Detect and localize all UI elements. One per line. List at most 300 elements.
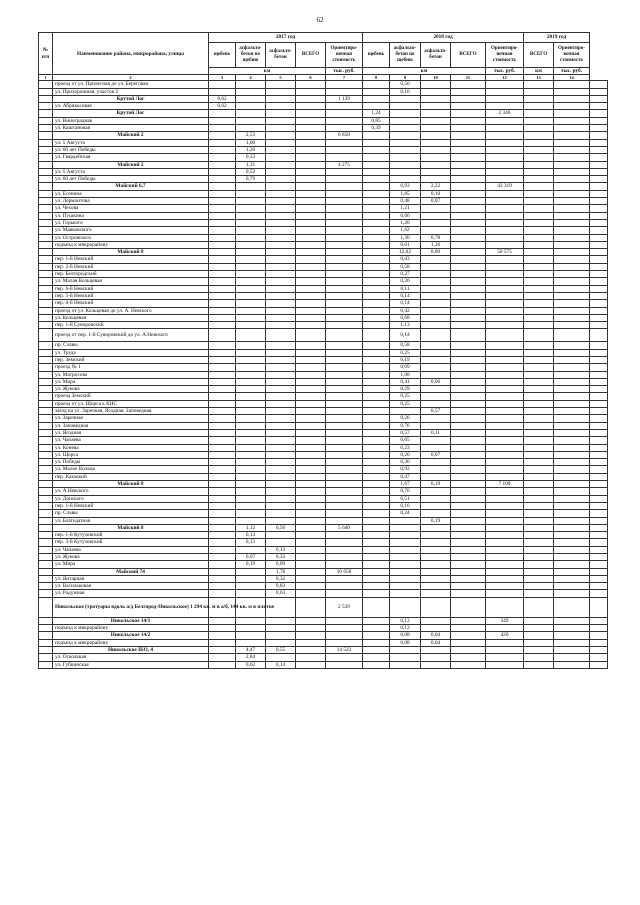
value-cell: 0,13 [266,546,296,553]
value-cell [554,364,590,371]
value-cell [524,371,554,378]
street-name: пр. Славы [53,510,209,517]
value-cell [451,132,486,139]
value-cell [486,561,524,568]
value-cell [486,292,524,299]
value-cell [266,95,296,102]
table-row [39,451,608,458]
value-cell [486,400,524,407]
row-number [39,81,53,88]
value-cell [421,502,451,509]
value-cell [363,524,390,531]
value-cell [236,466,266,473]
value-cell [363,249,390,256]
value-cell [486,378,524,385]
value-cell [363,349,390,356]
value-cell [296,263,326,270]
value-cell: 0,57 [421,408,451,415]
col-header-num: № п/п [39,33,53,75]
value-cell [524,271,554,278]
row-number [39,422,53,429]
value-cell [451,400,486,407]
value-cell [209,437,236,444]
street-name: пер. 4-й Невский [53,300,209,307]
value-cell [209,161,236,168]
value-cell [554,459,590,466]
value-cell [524,227,554,234]
value-cell [524,183,554,190]
value-cell [590,617,608,624]
value-cell [326,342,363,349]
value-cell [266,625,296,632]
value-cell [209,110,236,117]
row-number [39,583,53,590]
value-cell [326,364,363,371]
value-cell [266,227,296,234]
row-number [39,546,53,553]
value-cell [326,502,363,509]
value-cell [524,639,554,646]
value-cell [554,342,590,349]
value-cell [236,190,266,197]
value-cell [554,466,590,473]
row-number [39,329,53,342]
value-cell [590,378,608,385]
value-cell [590,263,608,270]
table-row [39,408,608,415]
value-cell [209,639,236,646]
row-number [39,117,53,124]
value-cell [554,568,590,575]
value-cell [236,300,266,307]
value-cell [236,639,266,646]
value-cell [363,495,390,502]
value-cell [451,190,486,197]
value-cell [209,617,236,624]
value-cell [590,322,608,329]
value-cell [209,444,236,451]
value-cell [296,212,326,219]
value-cell [266,168,296,175]
row-number [39,597,53,617]
value-cell [326,532,363,539]
value-cell: 0,13 [236,539,266,546]
value-cell [236,342,266,349]
value-cell [363,617,390,624]
value-cell: 6 858 [326,132,363,139]
value-cell [590,125,608,132]
column-number: 14 [554,75,590,81]
value-cell [451,415,486,422]
value-cell [326,378,363,385]
value-cell [236,271,266,278]
value-cell [486,322,524,329]
value-cell [266,139,296,146]
value-cell [236,481,266,488]
value-cell: 1,21 [390,205,421,212]
table-row [39,234,608,241]
value-cell: 0,62 [209,95,236,102]
value-cell [451,103,486,110]
value-cell [390,176,421,183]
value-cell [451,408,486,415]
value-cell [451,183,486,190]
value-cell [209,408,236,415]
value-cell [486,539,524,546]
value-cell [451,342,486,349]
value-cell [326,146,363,153]
value-cell [486,654,524,661]
value-cell [421,546,451,553]
value-cell: 0,51 [390,495,421,502]
value-cell [451,488,486,495]
value-cell: 0,19 [421,481,451,488]
value-cell [451,249,486,256]
value-cell [554,554,590,561]
value-cell [296,597,326,617]
value-cell [326,322,363,329]
street-name: ул. Малое Кольцо [53,466,209,473]
value-cell [421,300,451,307]
value-cell [590,459,608,466]
section-name: Майский 8 [53,481,209,488]
value-cell [486,212,524,219]
value-cell [451,386,486,393]
value-cell [554,285,590,292]
table-row [39,437,608,444]
value-cell [554,117,590,124]
value-cell [524,444,554,451]
value-cell [296,176,326,183]
table-row [39,473,608,480]
column-number: 9 [390,75,421,81]
value-cell [296,393,326,400]
value-cell [486,205,524,212]
section-row [39,481,608,488]
table-row [39,466,608,473]
value-cell: 0,29 [390,386,421,393]
row-number [39,444,53,451]
value-cell [451,234,486,241]
value-cell [363,554,390,561]
value-cell [554,546,590,553]
street-name: ул. Щорса [53,451,209,458]
value-cell: 1,24 [363,110,390,117]
value-cell: 2 539 [326,597,363,617]
row-number [39,285,53,292]
value-cell [590,415,608,422]
value-cell [266,81,296,88]
value-cell [296,415,326,422]
value-cell [524,329,554,342]
value-cell [451,517,486,524]
value-cell [326,408,363,415]
value-cell [390,583,421,590]
value-cell [421,256,451,263]
row-number [39,524,53,531]
value-cell [421,510,451,517]
value-cell [524,554,554,561]
value-cell [486,219,524,226]
row-number [39,386,53,393]
value-cell [451,539,486,546]
value-cell [486,554,524,561]
value-cell [209,256,236,263]
value-cell [421,329,451,342]
value-cell [486,234,524,241]
value-cell [590,249,608,256]
row-number [39,198,53,205]
value-cell: 1,62 [390,227,421,234]
value-cell [266,256,296,263]
value-cell [236,81,266,88]
value-cell [266,342,296,349]
table-row [39,495,608,502]
column-number: 1 [39,75,53,81]
value-cell: 0,32 [266,575,296,582]
street-name: проезд от ул. Щорса к КНС [53,400,209,407]
value-cell [326,488,363,495]
value-cell [266,146,296,153]
subcol-header: Ориентиро-вочная стоимость [554,43,590,68]
row-number [39,342,53,349]
value-cell [296,342,326,349]
table-row [39,415,608,422]
row-number [39,161,53,168]
row-number [39,95,53,102]
value-cell [363,263,390,270]
street-name: ул. Малая Кольцевая [53,278,209,285]
value-cell [524,190,554,197]
subcol-header: асфальто-бетон по щебню [236,43,266,68]
value-cell [451,95,486,102]
street-name: ул. Матросова [53,371,209,378]
value-cell [236,371,266,378]
value-cell [486,103,524,110]
value-cell [524,322,554,329]
value-cell [326,285,363,292]
value-cell [209,400,236,407]
value-cell [296,132,326,139]
value-cell [209,271,236,278]
value-cell: 1,12 [236,524,266,531]
value-cell [236,488,266,495]
value-cell [524,176,554,183]
value-cell: 10 658 [326,568,363,575]
street-name: ул. Абрикосовая [53,103,209,110]
value-cell [451,349,486,356]
row-number [39,227,53,234]
street-name: ул. Пушкина [53,212,209,219]
value-cell [266,422,296,429]
value-cell [451,241,486,248]
value-cell [554,234,590,241]
value-cell [590,88,608,95]
value-cell: 0,62 [209,103,236,110]
value-cell [390,103,421,110]
value-cell [236,117,266,124]
value-cell [451,212,486,219]
table-row [39,625,608,632]
value-cell [590,176,608,183]
value-cell [590,451,608,458]
value-cell [209,292,236,299]
table-row [39,575,608,582]
value-cell [266,632,296,639]
value-cell [451,168,486,175]
value-cell [554,227,590,234]
value-cell [326,539,363,546]
street-name: пр. Славы [53,342,209,349]
value-cell [421,342,451,349]
column-number: 11 [451,75,486,81]
value-cell [590,590,608,597]
value-cell [296,81,326,88]
value-cell [236,568,266,575]
section-name: Никольское ІБО, 4 [53,646,209,653]
row-number [39,378,53,385]
value-cell: 1,20 [390,219,421,226]
value-cell [590,371,608,378]
value-cell [296,378,326,385]
value-cell [486,625,524,632]
street-name: ул. 60 лет Победы [53,146,209,153]
table-row [39,227,608,234]
section-row [39,249,608,256]
value-cell [451,161,486,168]
section-name: Никольское 14/1 [53,617,209,624]
value-cell [524,161,554,168]
value-cell [266,132,296,139]
value-cell [209,488,236,495]
row-number [39,639,53,646]
value-cell [524,378,554,385]
value-cell [266,364,296,371]
value-cell [326,125,363,132]
street-name: подъезд к микрорайону [53,241,209,248]
value-cell [451,292,486,299]
value-cell [486,271,524,278]
street-name: ул. Каштановая [53,125,209,132]
value-cell [554,176,590,183]
column-number: 2 [53,75,209,81]
value-cell [554,429,590,436]
value-cell [524,532,554,539]
value-cell [554,532,590,539]
value-cell [236,198,266,205]
value-cell [326,256,363,263]
value-cell [590,597,608,617]
value-cell [363,371,390,378]
value-cell: 1,85 [390,190,421,197]
value-cell: 0,76 [390,422,421,429]
table-row [39,88,608,95]
value-cell [590,168,608,175]
value-cell [421,154,451,161]
table-row [39,444,608,451]
table-row [39,502,608,509]
value-cell [236,415,266,422]
value-cell [363,488,390,495]
value-cell [296,88,326,95]
value-cell: 43 319 [486,183,524,190]
value-cell [236,590,266,597]
value-cell: 0,66 [390,212,421,219]
value-cell: 0,14 [390,292,421,299]
value-cell [266,234,296,241]
value-cell [554,632,590,639]
value-cell [524,139,554,146]
row-number [39,139,53,146]
value-cell [326,219,363,226]
value-cell [209,429,236,436]
value-cell [451,532,486,539]
value-cell [590,219,608,226]
value-cell [266,386,296,393]
value-cell [209,190,236,197]
value-cell: 2,84 [236,654,266,661]
value-cell [326,437,363,444]
street-name: пер. Земский [53,356,209,363]
value-cell [209,307,236,314]
value-cell [326,292,363,299]
value-cell [296,234,326,241]
value-cell [236,583,266,590]
street-name: заезд на ул. Заречная, Ягодная, Заповедная [53,408,209,415]
row-number [39,234,53,241]
value-cell [209,378,236,385]
value-cell [266,285,296,292]
value-cell [554,161,590,168]
value-cell [554,110,590,117]
value-cell [451,364,486,371]
value-cell [554,575,590,582]
row-number [39,132,53,139]
value-cell: 0,10 [421,190,451,197]
column-number: 8 [363,75,390,81]
value-cell [363,241,390,248]
value-cell [363,422,390,429]
row-number [39,495,53,502]
value-cell: 0,14 [266,661,296,668]
value-cell [554,103,590,110]
table-row [39,510,608,517]
value-cell: 5 640 [326,524,363,531]
value-cell [590,190,608,197]
value-cell [209,154,236,161]
unit-rub: тыс. руб. [554,68,590,75]
value-cell [451,81,486,88]
table-row [39,561,608,568]
value-cell [590,422,608,429]
value-cell [421,322,451,329]
value-cell: 0,09 [266,561,296,568]
value-cell: 0,76 [390,488,421,495]
value-cell [236,422,266,429]
value-cell [236,575,266,582]
value-cell [451,422,486,429]
value-cell [554,241,590,248]
value-cell [590,278,608,285]
value-cell [524,219,554,226]
value-cell [590,292,608,299]
value-cell [554,524,590,531]
value-cell [486,176,524,183]
value-cell [326,625,363,632]
value-cell [590,256,608,263]
value-cell [524,103,554,110]
table-row [39,661,608,668]
